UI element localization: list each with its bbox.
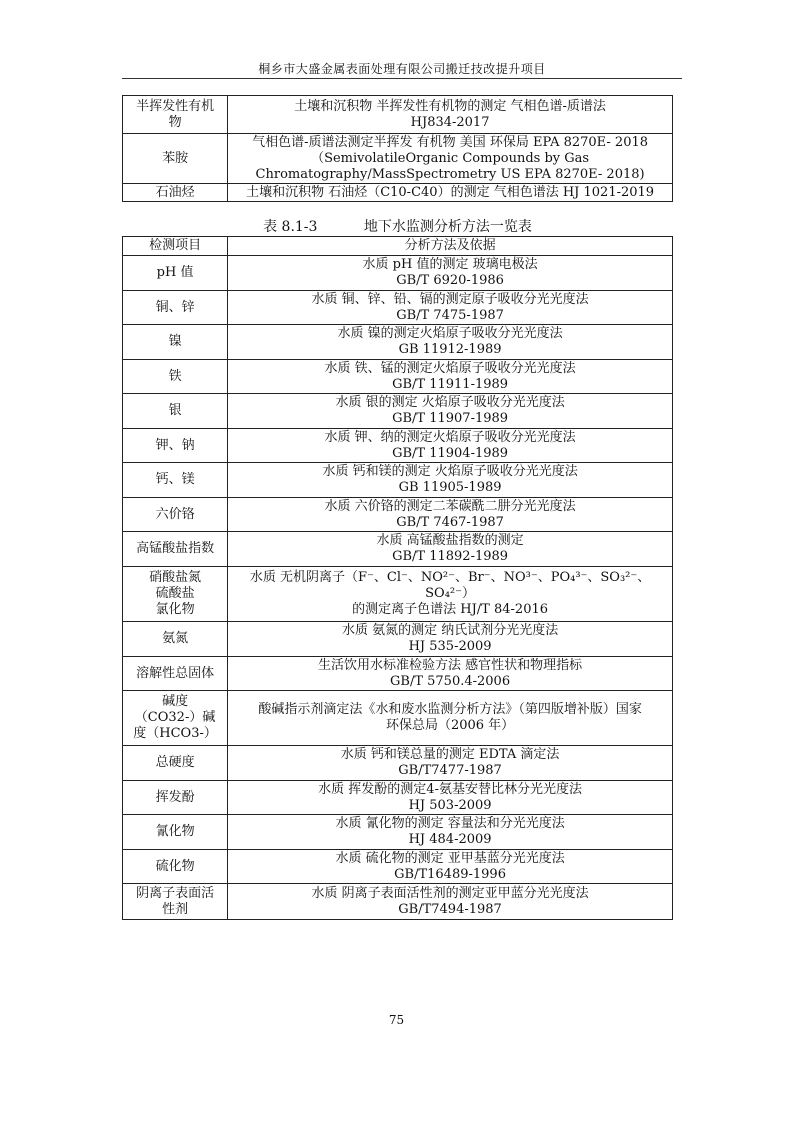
method-text: 水质 铜、锌、铅、镉的测定原子吸收分光光度法 xyxy=(311,291,589,307)
method-cell xyxy=(228,781,673,815)
table-row xyxy=(123,360,673,394)
method-cell xyxy=(228,134,673,184)
method-text: 水质 pH 值的测定 玻璃电极法 xyxy=(362,257,538,272)
header-item: 检测项目 xyxy=(123,237,228,256)
method-cell xyxy=(228,884,673,920)
method-text: GB/T 6920-1986 xyxy=(396,273,504,288)
groundwater-method-table xyxy=(122,236,673,920)
method-text: 土壤和沉积物 半挥发性有机物的测定 气相色谱-质谱法 xyxy=(294,98,606,114)
method-text: GB/T 11907-1989 xyxy=(392,411,509,426)
method-cell xyxy=(228,746,673,781)
detection-item-cell xyxy=(123,691,228,746)
detection-item-cell xyxy=(123,134,228,184)
detection-item-cell xyxy=(123,463,228,498)
method-cell xyxy=(228,498,673,532)
method-cell xyxy=(228,325,673,360)
detection-item-cell xyxy=(123,184,228,202)
method-text: 水质 氰化物的测定 容量法和分光光度法 xyxy=(335,816,565,831)
table-row xyxy=(123,134,673,184)
detection-item-cell xyxy=(123,360,228,394)
detection-item-cell xyxy=(123,256,228,291)
table-header-row xyxy=(123,237,673,256)
detection-item-text: 溶解性总固体 xyxy=(136,665,215,681)
method-text: GB 11905-1989 xyxy=(398,480,502,495)
detection-item-text: 物 xyxy=(168,114,182,130)
method-text: 水质 钾、纳的测定火焰原子吸收分光光度法 xyxy=(324,429,576,445)
table-row xyxy=(123,567,673,622)
detection-item-cell xyxy=(123,746,228,781)
method-cell xyxy=(228,291,673,325)
table-row xyxy=(123,429,673,463)
table-row xyxy=(123,256,673,291)
header-method: 分析方法及依据 xyxy=(228,237,673,256)
method-text: 的测定离子色谱法 HJ/T 84-2016 xyxy=(352,602,549,617)
detection-item-text: 阴离子表面活 xyxy=(136,885,215,901)
method-text: 水质 无机阴离子（F⁻、Cl⁻、NO²⁻、Br⁻、NO³⁻、PO₄³⁻、SO₃²⁻、SO₄²⁻） xyxy=(249,570,651,601)
detection-item-text: 六价铬 xyxy=(155,506,195,522)
method-text: 水质 钙和镁的测定 火焰原子吸收分光光度法 xyxy=(322,464,578,479)
detection-item-text: 高锰酸盐指数 xyxy=(136,541,215,556)
method-text: 水质 钙和镁总量的测定 EDTA 滴定法 xyxy=(340,747,560,762)
method-cell xyxy=(228,429,673,463)
method-cell xyxy=(228,532,673,567)
method-cell xyxy=(228,622,673,657)
detection-item-text: 氯化物 xyxy=(155,602,195,617)
table-row xyxy=(123,657,673,691)
table-row xyxy=(123,96,673,134)
table-row xyxy=(123,394,673,429)
detection-item-text: 氰化物 xyxy=(155,824,195,839)
method-text: GB/T 11904-1989 xyxy=(392,445,509,461)
method-text: 水质 银的测定 火焰原子吸收分光光度法 xyxy=(335,395,565,410)
detection-item-text: 铜、锌 xyxy=(155,299,195,315)
method-text: HJ 484-2009 xyxy=(408,832,492,847)
detection-item-cell xyxy=(123,567,228,622)
detection-item-cell xyxy=(123,781,228,815)
detection-item-text: 碱度 xyxy=(162,694,189,709)
method-text: Chromatography/MassSpectrometry US EPA 8270E- 2018) xyxy=(255,166,645,182)
table-row xyxy=(123,463,673,498)
table-row xyxy=(123,622,673,657)
detection-item-text: 钙、镁 xyxy=(155,472,195,487)
method-text: GB/T 5750.4-2006 xyxy=(390,673,511,689)
method-cell xyxy=(228,394,673,429)
table-row xyxy=(123,325,673,360)
detection-item-text: 硫酸盐 xyxy=(155,586,195,601)
method-text: 水质 挥发酚的测定4-氨基安替比林分光光度法 xyxy=(318,781,582,797)
detection-item-cell xyxy=(123,622,228,657)
detection-item-text: 挥发酚 xyxy=(155,789,195,805)
detection-item-text: pH 值 xyxy=(156,265,194,280)
detection-item-text: 银 xyxy=(168,403,182,418)
method-cell xyxy=(228,463,673,498)
method-text: 水质 氨氮的测定 纳氏试剂分光光度法 xyxy=(341,623,559,638)
page-number: 75 xyxy=(388,1013,405,1027)
method-text: HJ834-2017 xyxy=(410,114,490,130)
detection-item-text: 镍 xyxy=(168,334,182,349)
detection-item-text: 铁 xyxy=(168,368,182,384)
method-text: GB/T7494-1987 xyxy=(398,901,502,917)
method-text: （SemivolatileOrganic Compounds by Gas xyxy=(311,150,590,166)
detection-item-text: 度（HCO3-） xyxy=(133,726,217,741)
detection-item-text: （CO32-）碱 xyxy=(134,710,216,725)
detection-item-cell xyxy=(123,850,228,884)
method-text: 土壤和沉积物 石油烃（C10-C40）的测定 气相色谱法 HJ 1021-2019 xyxy=(246,184,655,200)
detection-item-text: 硫化物 xyxy=(155,858,195,874)
detection-item-cell xyxy=(123,325,228,360)
table-row xyxy=(123,884,673,920)
method-cell xyxy=(228,96,673,134)
detection-item-cell xyxy=(123,657,228,691)
method-text: GB/T7477-1987 xyxy=(398,763,502,778)
detection-item-text: 性剂 xyxy=(162,901,189,917)
method-cell xyxy=(228,184,673,202)
table-row xyxy=(123,781,673,815)
table-row xyxy=(123,746,673,781)
table-row xyxy=(123,850,673,884)
method-cell xyxy=(228,567,673,622)
table-row xyxy=(123,691,673,746)
method-text: 水质 硫化物的测定 亚甲基蓝分光光度法 xyxy=(335,850,565,866)
table-row xyxy=(123,815,673,850)
table-number: 表 8.1-3 xyxy=(263,219,318,235)
detection-item-cell xyxy=(123,815,228,850)
method-cell xyxy=(228,815,673,850)
table-caption xyxy=(122,216,673,236)
detection-item-cell xyxy=(123,291,228,325)
detection-item-text: 氨氮 xyxy=(162,631,189,646)
detection-item-cell xyxy=(123,394,228,429)
detection-item-text: 半挥发性有机 xyxy=(136,98,215,114)
method-text: 生活饮用水标准检验方法 感官性状和物理指标 xyxy=(318,657,583,673)
method-text: GB 11912-1989 xyxy=(398,342,502,357)
detection-item-text: 钾、钠 xyxy=(155,437,195,453)
method-text: 环保总局（2006 年） xyxy=(385,718,515,733)
method-text: GB/T 11892-1989 xyxy=(392,549,509,564)
detection-item-cell xyxy=(123,532,228,567)
method-text: HJ 503-2009 xyxy=(408,797,492,813)
method-cell xyxy=(228,691,673,746)
table-row xyxy=(123,291,673,325)
detection-item-text: 总硬度 xyxy=(155,755,195,770)
method-cell xyxy=(228,850,673,884)
method-text: GB/T16489-1996 xyxy=(394,866,506,882)
detection-item-text: 石油烃 xyxy=(155,184,195,200)
method-text: GB/T 11911-1989 xyxy=(392,376,509,392)
detection-item-cell xyxy=(123,498,228,532)
method-text: 水质 阴离子表面活性剂的测定亚甲蓝分光光度法 xyxy=(311,885,589,901)
method-text: GB/T 7467-1987 xyxy=(396,514,504,530)
detection-item-cell xyxy=(123,884,228,920)
table-row xyxy=(123,184,673,202)
page-header: 桐乡市大盛金属表面处理有限公司搬迁技改提升项目 xyxy=(258,62,546,76)
method-cell xyxy=(228,360,673,394)
detection-item-cell xyxy=(123,429,228,463)
method-cell xyxy=(228,657,673,691)
table-row xyxy=(123,532,673,567)
table-title: 地下水监测分析方法一览表 xyxy=(363,219,532,235)
method-text: HJ 535-2009 xyxy=(408,639,492,654)
method-cell xyxy=(228,256,673,291)
detection-item-cell xyxy=(123,96,228,134)
method-text: 水质 铁、锰的测定火焰原子吸收分光光度法 xyxy=(324,360,576,376)
detection-item-text: 硝酸盐氮 xyxy=(149,570,202,585)
header-divider xyxy=(122,78,682,79)
method-text: 水质 高锰酸盐指数的测定 xyxy=(376,533,524,548)
table-row xyxy=(123,498,673,532)
detection-item-text: 苯胺 xyxy=(162,150,189,166)
method-text: 水质 镍的测定火焰原子吸收分光光度法 xyxy=(337,326,563,341)
method-text: 水质 六价铬的测定二苯碳酰二肼分光光度法 xyxy=(324,498,576,514)
method-text: GB/T 7475-1987 xyxy=(396,307,504,323)
method-text: 酸碱指示剂滴定法《水和废水监测分析方法》（第四版增补版）国家 xyxy=(258,702,642,717)
method-text: 气相色谱-质谱法测定半挥发 有机物 美国 环保局 EPA 8270E- 2018 xyxy=(252,134,649,150)
soil-method-table xyxy=(122,95,673,202)
